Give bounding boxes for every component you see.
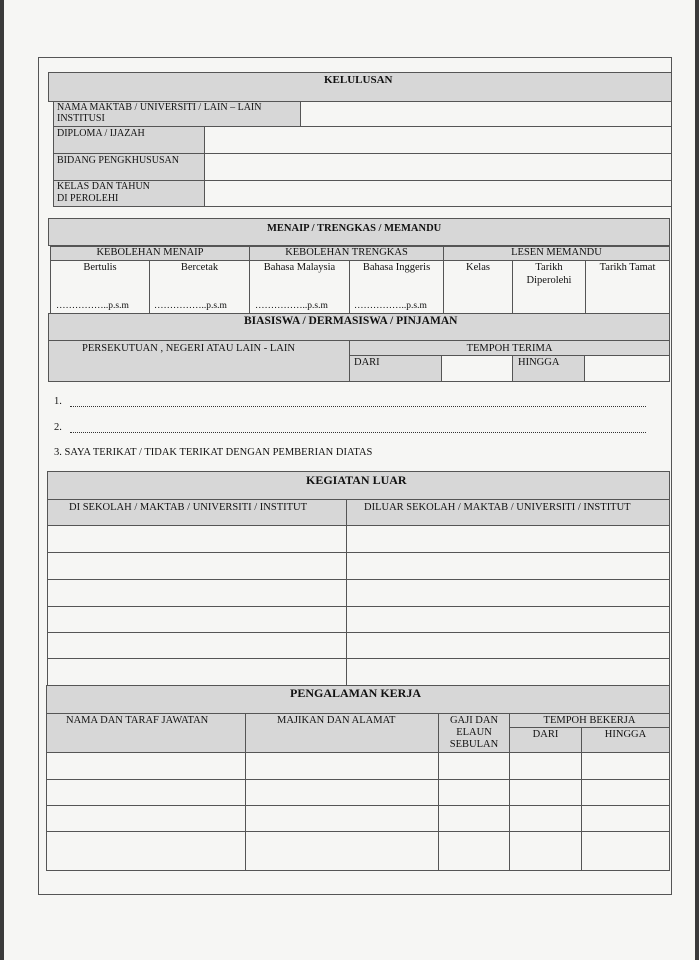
pengalaman-col-salary-3: SEBULAN [449,739,499,750]
group-menaip-label: KEBOLEHAN MENAIP [96,247,204,258]
table-row-cell[interactable] [509,779,582,806]
kelulusan-label-bidang: BIDANG PENGKHUSUSAN [57,155,179,166]
kemahiran-title: MENAIP / TRENGKAS / MEMANDU [267,223,442,234]
biasiswa-line-1[interactable] [70,406,646,407]
col-bercetak: Bercetak [180,262,219,273]
tempoh-terima: TEMPOH TERIMA [466,343,553,354]
table-row-cell[interactable] [509,831,582,871]
biasiswa-line-2[interactable] [70,432,646,433]
table-row-cell[interactable] [245,831,439,871]
biasiswa-item-2: 2. [54,422,62,433]
speed-bercetak: ……………..p.s.m [154,301,227,311]
col-bi: Bahasa Inggeris [362,262,431,273]
kelulusan-title: KELULUSAN [324,74,393,86]
table-row-cell[interactable] [438,752,510,780]
pengalaman-col-name: NAMA DAN TARAF JAWATAN [66,715,209,726]
kegiatan-row[interactable] [346,658,670,686]
table-row-cell[interactable] [509,752,582,780]
dari-label: DARI [354,357,380,368]
biasiswa-statement: 3. SAYA TERIKAT / TIDAK TERIKAT DENGAN PEMBERIAN DIATAS [54,447,373,458]
nama-institusi-field[interactable] [300,101,672,127]
kegiatan-row[interactable] [47,658,347,686]
kegiatan-row[interactable] [346,632,670,659]
kegiatan-title: KEGIATAN LUAR [306,473,407,487]
table-row-cell[interactable] [245,805,439,832]
kelulusan-label-kelas-2: DI PEROLEHI [57,193,119,204]
hingga-label: HINGGA [518,357,560,368]
pengalaman-col-period: TEMPOH BEKERJA [543,715,636,726]
diploma-ijazah-field[interactable] [204,126,672,154]
kegiatan-row[interactable] [47,632,347,659]
kegiatan-row[interactable] [47,552,347,580]
col-tarikh: Tarikh [535,262,563,273]
biasiswa-col-left: PERSEKUTUAN , NEGERI ATAU LAIN - LAIN [82,343,295,354]
kegiatan-row[interactable] [346,606,670,633]
speed-bertulis: ……………..p.s.m [56,301,129,311]
col-diperolehi: Diperolehi [526,275,572,286]
group-lesen-label: LESEN MEMANDU [511,247,602,258]
col-kelas: Kelas [466,262,490,273]
table-row-cell[interactable] [581,779,670,806]
kegiatan-col-left: DI SEKOLAH / MAKTAB / UNIVERSITI / INSTITUT [69,502,308,513]
kegiatan-row[interactable] [47,525,347,553]
col-bm: Bahasa Malaysia [263,262,336,273]
kelas-tahun-field[interactable] [204,180,672,207]
table-row-cell[interactable] [46,752,246,780]
form-page [4,0,695,960]
group-trengkas-label: KEBOLEHAN TRENGKAS [285,247,408,258]
pengalaman-col-employer: MAJIKAN DAN ALAMAT [277,715,396,726]
pengalaman-col-salary-2: ELAUN [456,727,492,738]
kegiatan-row[interactable] [346,579,670,607]
kegiatan-row[interactable] [47,606,347,633]
pengalaman-from: DARI [532,729,559,740]
pengalaman-title: PENGALAMAN KERJA [290,686,421,700]
kegiatan-row[interactable] [346,525,670,553]
kegiatan-col-right: DILUAR SEKOLAH / MAKTAB / UNIVERSITI / INSTITUT [364,502,631,513]
col-bertulis: Bertulis [83,262,117,273]
table-row-cell[interactable] [438,779,510,806]
table-row-cell[interactable] [509,805,582,832]
table-row-cell[interactable] [46,831,246,871]
kelulusan-label-diploma: DIPLOMA / IJAZAH [57,128,145,139]
table-row-cell[interactable] [438,831,510,871]
hingga-field[interactable] [584,355,670,382]
table-row-cell[interactable] [245,779,439,806]
pengalaman-col-salary-1: GAJI DAN [449,715,499,726]
table-row-cell[interactable] [581,831,670,871]
table-row-cell[interactable] [438,805,510,832]
col-tarikh-tamat: Tarikh Tamat [599,262,656,273]
kelulusan-label-nama: NAMA MAKTAB / UNIVERSITI / LAIN – LAIN [57,102,262,113]
speed-bi: ……………..p.s.m [354,301,427,311]
table-row-cell[interactable] [245,752,439,780]
table-row-cell[interactable] [46,779,246,806]
kelulusan-label-nama-2: INSTITUSI [57,113,105,124]
biasiswa-item-1: 1. [54,396,62,407]
pengalaman-to: HINGGA [604,729,647,740]
kegiatan-row[interactable] [47,579,347,607]
dari-field[interactable] [441,355,513,382]
table-row-cell[interactable] [581,805,670,832]
table-row-cell[interactable] [581,752,670,780]
table-row-cell[interactable] [46,805,246,832]
kelulusan-label-kelas: KELAS DAN TAHUN [57,181,150,192]
biasiswa-title: BIASISWA / DERMASISWA / PINJAMAN [244,315,458,327]
bidang-pengkhususan-field[interactable] [204,153,672,181]
kegiatan-row[interactable] [346,552,670,580]
speed-bm: ……………..p.s.m [255,301,328,311]
